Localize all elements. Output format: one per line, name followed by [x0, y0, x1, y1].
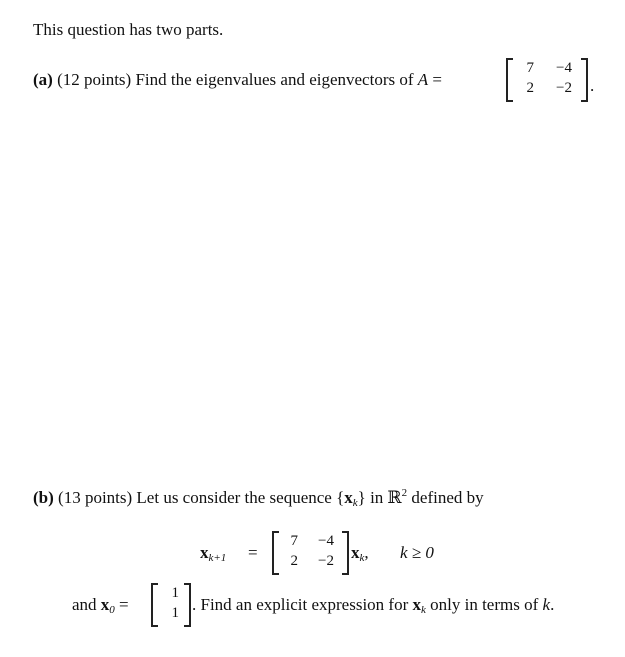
matrix-a: [506, 58, 588, 102]
equals-sign: =: [432, 70, 442, 89]
vector-x: x: [412, 595, 421, 614]
subscript: k+1: [208, 552, 227, 564]
matrix-cell: −2: [556, 80, 572, 96]
condition: k ≥ 0: [400, 543, 434, 562]
comma: ,: [364, 543, 369, 562]
part-a-text: (12 points) Find the eigenvalues and eigenvectors of: [57, 70, 414, 89]
subscript: k: [421, 604, 426, 616]
vector-cell: 1: [171, 585, 179, 601]
matrix-variable: A: [417, 70, 429, 89]
find-text-2: only in terms of: [430, 595, 539, 614]
vector-x0: [151, 583, 191, 627]
equals-sign: =: [119, 595, 129, 614]
matrix-cell: −4: [556, 60, 572, 76]
part-a-label: (a): [33, 70, 53, 89]
recurrence-lhs: [200, 543, 226, 564]
vector-cell: 1: [171, 605, 179, 621]
vector-x: x: [100, 595, 110, 614]
equals-sign: =: [248, 543, 258, 562]
find-text: [192, 595, 554, 616]
matrix-b: [272, 531, 349, 575]
matrix-cell: 7: [290, 533, 298, 549]
find-text-1: . Find an explicit expression for: [192, 595, 409, 614]
part-b-label: (b): [33, 488, 54, 507]
vector-x: x: [200, 543, 209, 562]
initial-condition: [72, 595, 129, 616]
subscript: k: [352, 497, 358, 509]
part-b-text: defined by: [407, 488, 484, 507]
superscript: 2: [401, 487, 408, 499]
period: .: [550, 595, 555, 614]
part-b-question: [33, 487, 484, 509]
and-text: and: [72, 595, 97, 614]
part-b-text: } in ℝ: [357, 488, 402, 507]
subscript: k: [359, 552, 365, 564]
variable-k: k: [542, 595, 551, 614]
matrix-cell: −2: [318, 553, 334, 569]
part-a-question: [33, 70, 442, 90]
intro-text: This question has two parts.: [33, 20, 224, 39]
subscript: 0: [109, 604, 115, 616]
matrix-cell: 2: [290, 553, 298, 569]
matrix-cell: 7: [526, 60, 534, 76]
vector-x: x: [344, 488, 353, 507]
vector-x: x: [351, 543, 360, 562]
matrix-cell: 2: [526, 80, 534, 96]
matrix-cell: −4: [318, 533, 334, 549]
period: .: [590, 76, 595, 95]
recurrence-rhs: [351, 543, 369, 564]
part-b-text: (13 points) Let us consider the sequence {: [58, 488, 345, 507]
